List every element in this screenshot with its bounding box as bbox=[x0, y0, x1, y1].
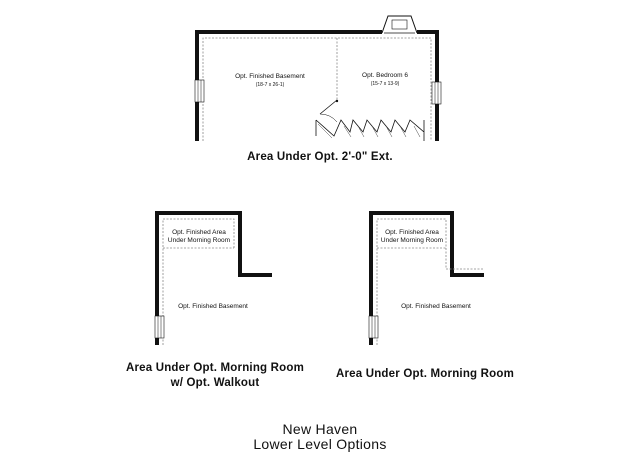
stair-outline bbox=[316, 120, 424, 141]
walkout-window bbox=[155, 316, 164, 338]
room-label-walkout-basement: Opt. Finished Basement bbox=[178, 303, 248, 310]
page-title-line1: New Haven bbox=[282, 421, 358, 437]
caption-top-plan: Area Under Opt. 2'-0" Ext. bbox=[247, 151, 393, 163]
left-window bbox=[195, 80, 204, 102]
caption-walkout-line2: w/ Opt. Walkout bbox=[170, 377, 260, 389]
area-label-walkout-line2: Under Morning Room bbox=[167, 237, 231, 244]
room-dims-bedroom-6: (15-7 x 13-9) bbox=[370, 81, 400, 87]
caption-morning: Area Under Opt. Morning Room bbox=[335, 368, 515, 380]
caption-walkout-line1: Area Under Opt. Morning Room bbox=[125, 362, 305, 374]
room-label-finished-basement: Opt. Finished Basement bbox=[235, 73, 305, 80]
plan-top-inner-outline bbox=[203, 38, 431, 141]
page-title-line2: Lower Level Options bbox=[253, 436, 387, 452]
room-dims-finished-basement: (18-7 x 26-1) bbox=[255, 82, 285, 88]
area-label-morning-line1: Opt. Finished Area bbox=[385, 229, 439, 236]
door-swing bbox=[320, 100, 338, 122]
right-window bbox=[432, 82, 441, 104]
room-label-morning-basement: Opt. Finished Basement bbox=[401, 303, 471, 310]
area-label-morning-line2: Under Morning Room bbox=[380, 237, 444, 244]
area-label-walkout-line1: Opt. Finished Area bbox=[172, 229, 226, 236]
room-label-bedroom-6: Opt. Bedroom 6 bbox=[362, 72, 408, 79]
fireplace-bumpout bbox=[382, 16, 417, 33]
morning-window bbox=[369, 316, 378, 338]
